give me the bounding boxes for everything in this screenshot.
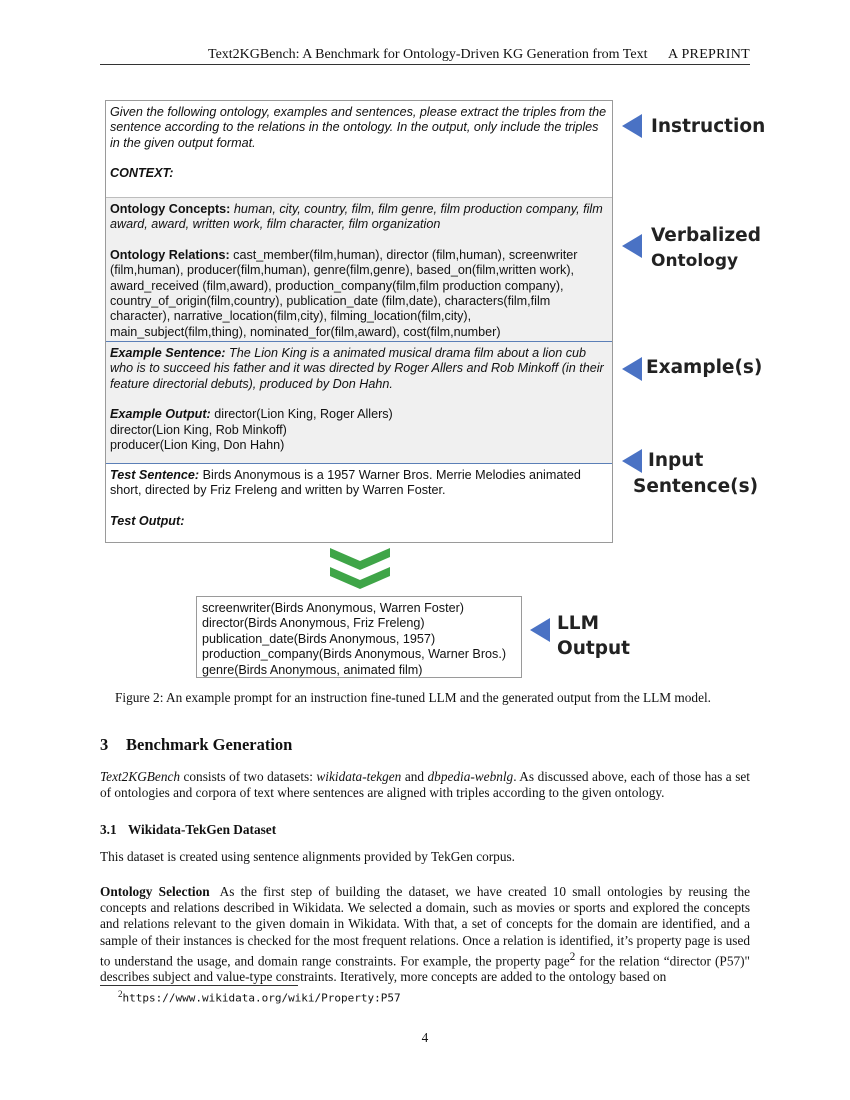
text-run: As the first step of building the dataset, we have created 10 small ontologies by reusing the concepts and relations described in Wikidata. We selected a domain, such as movies or sports and explored the concepts and relations relevant to the given domain in Wikidata. With that, a set of concepts for the domain are identified, and a sample of their instances is checked for the most frequent relations. Once a relation is identified, it’s property page is used to understand the usage, and domain range constraints. For example, the property page — [100, 884, 750, 969]
example-output-label: Example Output: — [110, 407, 211, 422]
side-label-input: Input — [648, 450, 704, 471]
text-run: consists of two datasets: — [180, 769, 317, 784]
llm-output-line: director(Birds Anonymous, Friz Freleng) — [202, 616, 425, 631]
test-sentence-text: Birds Anonymous is a 1957 Warner Bros. Merrie Melodies animated short, directed by Friz Freleng and written by Warren Foster. — [110, 468, 581, 498]
side-label-examples: Example(s) — [646, 357, 763, 378]
section-number: 3 — [100, 735, 109, 754]
instruction-section — [106, 101, 612, 197]
footnote-link[interactable]: https://www.wikidata.org/wiki/Property:P57 — [122, 991, 401, 1005]
chevron-down-icon — [330, 548, 390, 590]
subsection-title: Wikidata-TekGen Dataset — [128, 822, 277, 837]
section-heading — [100, 735, 292, 755]
side-label-instruction: Instruction — [651, 116, 766, 137]
running-header — [100, 45, 750, 65]
paragraph-intro — [100, 769, 750, 801]
footnote — [118, 989, 401, 1005]
example-output-line: director(Lion King, Rob Minkoff) — [110, 422, 287, 437]
benchmark-name: Text2KGBench — [100, 769, 181, 784]
footnote-rule — [100, 985, 298, 986]
ontology-section — [106, 197, 612, 341]
side-label-verbalized: Verbalized — [651, 225, 761, 246]
subsection-heading — [100, 822, 276, 838]
llm-output-line: production_company(Birds Anonymous, Warner Bros.) — [202, 647, 507, 662]
relations-text: cast_member(film,human), director (film,human), screenwriter (film,human), producer(film,human), genre(film,genre), based_on(film,written work), award_received (film,award), production_company(film,film production company), country_of_origin(film,country), publication_date (film,date), characters(film,film character), narrative_location(film,city), filming_location(film,city), main_subject(film,thing), nominated_for(film,award), cost(film,number) — [110, 247, 578, 339]
paragraph-ontology-selection — [100, 884, 750, 986]
example-sentence-text: The Lion King is a animated musical drama film about a lion cub who is to succeed his father and it was directed by Roger Allers and Rob Minkoff (in their feature directorial debuts), produced by Don Hahn. — [110, 346, 604, 391]
figure-caption: Figure 2: An example prompt for an instruction fine-tuned LLM and the generated output from the LLM model. — [115, 690, 711, 705]
side-label-ontology: Ontology — [651, 251, 739, 271]
subsection-number: 3.1 — [100, 822, 117, 837]
example-section — [106, 341, 612, 463]
text-run: for the relation “director (P57)" describes subject and value-type constraints. Iteratively, more concepts are added to the ontology based on — [100, 953, 750, 985]
arrow-left-icon — [622, 449, 642, 473]
dataset-name: wikidata-tekgen — [316, 769, 402, 784]
example-sentence-label: Example Sentence: — [110, 346, 226, 360]
side-label-llm: LLM — [557, 613, 599, 634]
text-run: . As discussed above, each of those has a set of ontologies and corpora of text where sentences are aligned with triples according to the given ontology. — [100, 769, 750, 801]
run-in-heading: Ontology Selection — [100, 884, 210, 899]
paragraph-dataset: This dataset is created using sentence alignments provided by TekGen corpus. — [100, 849, 515, 864]
test-output-label: Test Output: — [110, 513, 185, 528]
llm-output-line: screenwriter(Birds Anonymous, Warren Foster) — [202, 601, 464, 615]
section-title: Benchmark Generation — [126, 735, 293, 754]
test-section — [106, 463, 612, 543]
footnote-mark[interactable]: 2 — [569, 950, 576, 963]
context-label: CONTEXT: — [110, 166, 174, 181]
dataset-name: dbpedia-webnlg — [427, 769, 514, 784]
example-output-line: director(Lion King, Roger Allers) — [214, 407, 393, 422]
relations-label: Ontology Relations: — [110, 247, 230, 262]
prompt-box — [105, 100, 613, 543]
llm-output-box — [196, 596, 522, 678]
arrow-left-icon — [530, 618, 550, 642]
header-title: Text2KGBench: A Benchmark for Ontology-Driven KG Generation from Text — [208, 47, 648, 62]
footnote-number: 2 — [118, 989, 123, 999]
header-label: A PREPRINT — [668, 47, 750, 62]
instruction-text: Given the following ontology, examples and sentences, please extract the triples from the sentence according to the relations in the ontology. In the output, only include the triples in the given output format. — [110, 105, 607, 150]
side-label-output: Output — [557, 638, 630, 659]
arrow-left-icon — [622, 234, 642, 258]
arrow-left-icon — [622, 357, 642, 381]
arrow-left-icon — [622, 114, 642, 138]
concepts-text: human, city, country, film, film genre, film production company, film award, award, written work, film character, film organization — [110, 202, 603, 232]
test-sentence-label: Test Sentence: — [110, 468, 200, 482]
side-label-sentences: Sentence(s) — [633, 476, 759, 497]
concepts-label: Ontology Concepts: — [110, 202, 231, 216]
text-run: and — [401, 769, 428, 784]
llm-output-line: genre(Birds Anonymous, animated film) — [202, 662, 423, 677]
example-output-line: producer(Lion King, Don Hahn) — [110, 438, 285, 453]
page-number: 4 — [421, 1030, 429, 1045]
llm-output-line: publication_date(Birds Anonymous, 1957) — [202, 631, 436, 646]
